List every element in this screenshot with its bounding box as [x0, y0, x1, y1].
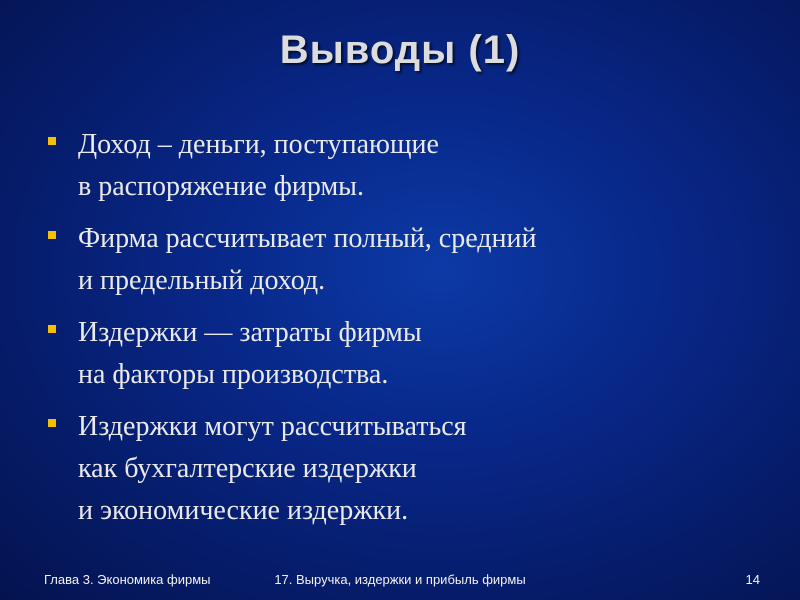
bullet-item: [48, 124, 778, 208]
square-bullet-icon: [48, 325, 56, 333]
bullet-line: на факторы производства.: [78, 359, 389, 390]
bullet-line: и экономические издержки.: [78, 495, 409, 526]
bullet-line: Издержки могут рассчитываться: [78, 411, 467, 442]
bullet-item: [48, 218, 778, 302]
footer-section: 17. Выручка, издержки и прибыль фирмы: [274, 572, 526, 587]
slide-title: Выводы (1): [279, 28, 521, 72]
square-bullet-icon: [48, 231, 56, 239]
bullet-line: в распоряжение фирмы.: [78, 171, 364, 202]
bullet-line: и предельный доход.: [78, 265, 326, 296]
bullet-list: [48, 124, 778, 542]
square-bullet-icon: [48, 137, 56, 145]
bullet-line: Фирма рассчитывает полный, средний: [78, 223, 537, 254]
page-number: 14: [745, 572, 760, 587]
bullet-line: Издержки — затраты фирмы: [78, 317, 422, 348]
bullet-item: [48, 312, 778, 396]
bullet-item: [48, 406, 778, 532]
bullet-line: как бухгалтерские издержки: [78, 453, 417, 484]
square-bullet-icon: [48, 419, 56, 427]
footer-chapter: Глава 3. Экономика фирмы: [44, 572, 211, 587]
bullet-line: Доход – деньги, поступающие: [78, 129, 439, 160]
